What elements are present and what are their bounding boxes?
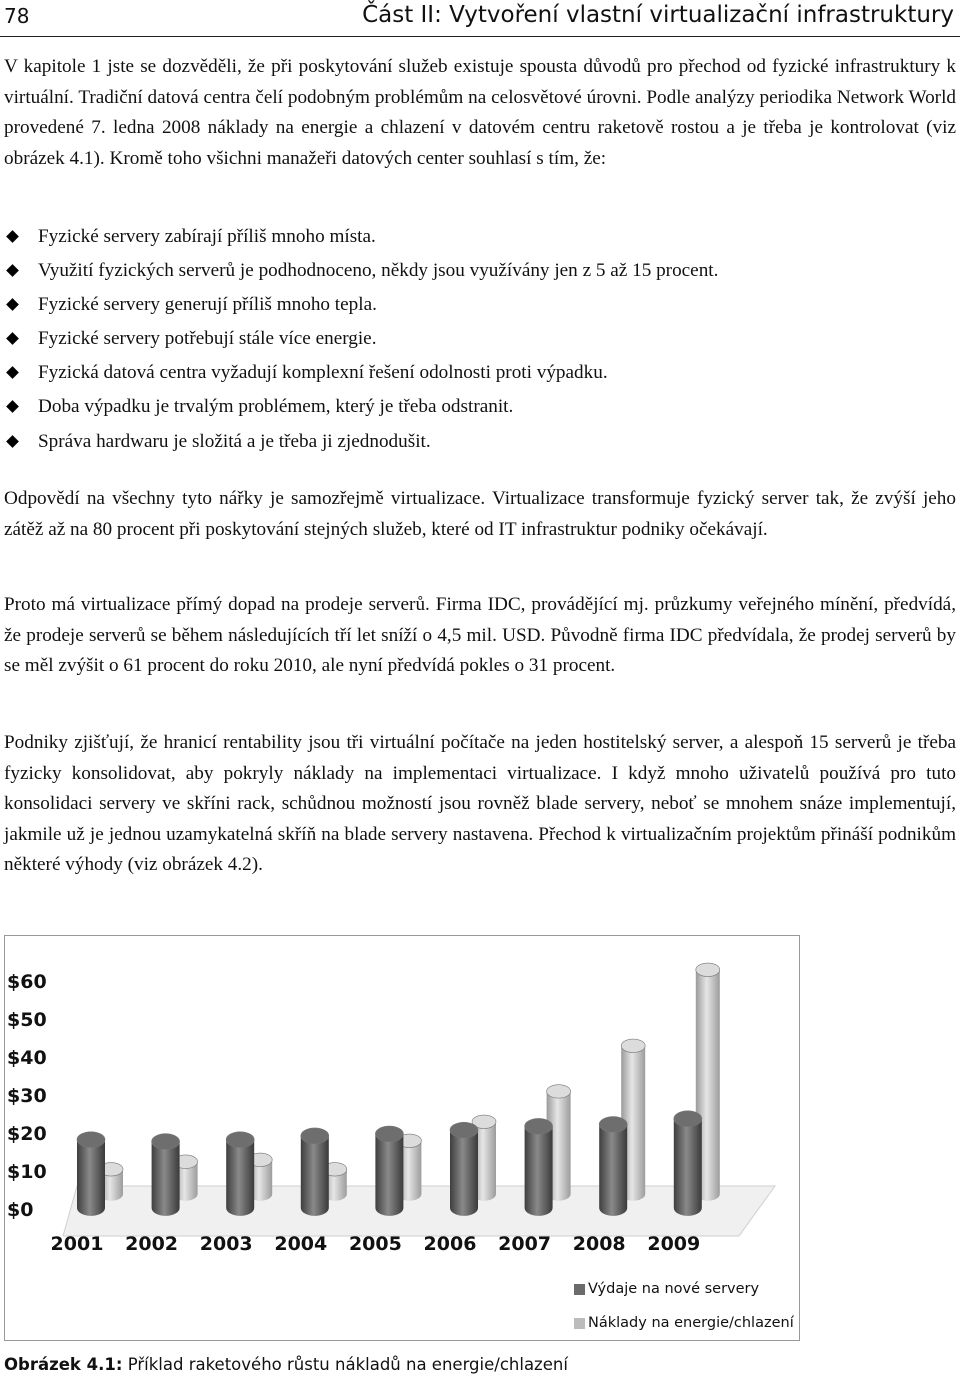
legend-swatch-dark — [574, 1284, 585, 1295]
page-header — [0, 0, 960, 37]
figure-caption — [4, 1355, 568, 1374]
bar-servers-2005 — [375, 1126, 403, 1216]
x-tick-label: 2001 — [50, 1233, 104, 1255]
list-item: Doba výpadku je trvalým problémem, který je třeba odstranit. — [4, 390, 956, 424]
part-title: Část II: Vytvoření vlastní virtualizační infrastruktury — [362, 2, 954, 28]
bar-servers-2006 — [450, 1122, 478, 1216]
page-number: 78 — [4, 4, 30, 28]
list-item: Správa hardwaru je složitá a je třeba ji zjednodušit. — [4, 425, 956, 459]
y-tick-label: $50 — [7, 1009, 47, 1031]
x-tick-label: 2004 — [274, 1233, 328, 1255]
list-item: Fyzická datová centra vyžadují komplexní řešení odolnosti proti výpadku. — [4, 356, 956, 390]
paragraph-virtualization: Odpovědí na všechny tyto nářky je samozřejmě virtualizace. Virtualizace transformuje fyzický server tak, že zvýší jeho zátěž až na 80 procent při poskytování stejných služeb, které od IT infrastruktur podniky očekávají. — [4, 488, 956, 540]
list-item: Využití fyzických serverů je podhodnoceno, někdy jsou využívány jen z 5 až 15 procent. — [4, 254, 956, 288]
bullet-list — [4, 220, 956, 459]
y-tick-label: $40 — [7, 1047, 47, 1069]
paragraph-consolidation: Podniky zjišťují, že hranicí rentability jsou tři virtuální počítače na jeden hostitelský server, a alespoň 15 serverů je třeba fyzicky konsolidovat, aby pokryly náklady na implementaci virtualizace. I když mnoho uživatelů používá pro tuto konsolidaci servery ve skříni rack, schůdnou možností jsou rovněž blade servery, neboť se mnohem snáze implementují, jakmile už je jednou uzamykatelná skříň na blade servery nastavena. Přechod k virtualizačním projektům přináší podnikům některé výhody (viz obrázek 4.2). — [4, 732, 956, 875]
bar-servers-2002 — [152, 1134, 180, 1216]
diamond-bullet-icon — [6, 401, 19, 414]
legend-swatch-light — [574, 1318, 585, 1329]
legend-item-energy: Náklady na energie/chlazení — [574, 1310, 794, 1344]
y-tick-label: $10 — [7, 1161, 47, 1183]
caption-text: Příklad raketového růstu nákladů na energie/chlazení — [122, 1355, 568, 1374]
y-tick-label: $30 — [7, 1085, 47, 1107]
bar-servers-2003 — [226, 1132, 254, 1216]
bar-servers-2008 — [599, 1117, 627, 1216]
bar-servers-2001 — [77, 1132, 105, 1216]
diamond-bullet-icon — [6, 264, 19, 277]
diamond-bullet-icon — [6, 367, 19, 380]
x-tick-label: 2002 — [125, 1233, 179, 1255]
diamond-bullet-icon — [6, 298, 19, 311]
diamond-bullet-icon — [6, 435, 19, 448]
y-tick-label: $0 — [7, 1199, 34, 1221]
x-tick-label: 2008 — [572, 1233, 626, 1255]
chart-legend — [574, 1276, 794, 1344]
bar-servers-2004 — [301, 1128, 329, 1216]
diamond-bullet-icon — [6, 230, 19, 243]
x-tick-label: 2006 — [423, 1233, 477, 1255]
x-tick-label: 2005 — [348, 1233, 402, 1255]
y-tick-label: $20 — [7, 1123, 47, 1145]
caption-label: Obrázek 4.1: — [4, 1355, 123, 1374]
list-item: Fyzické servery zabírají příliš mnoho místa. — [4, 220, 956, 254]
list-item: Fyzické servery potřebují stále více energie. — [4, 322, 956, 356]
bar-servers-2009 — [674, 1111, 702, 1216]
y-tick-label: $60 — [7, 971, 47, 993]
paragraph-intro: V kapitole 1 jste se dozvěděli, že při poskytování služeb existuje spousta důvodů pro přechod od fyzické infrastruktury k virtuální. Tradiční datová centra čelí podobným problémům na celosvětové úrovni. Podle analýzy periodika Network World provedené 7. ledna 2008 náklady na energie a chlazení v datovém centru raketově rostou a je třeba je kontrolovat (viz obrázek 4.1). Kromě toho všichni manažeři datových center souhlasí s tím, že: — [4, 56, 956, 169]
diamond-bullet-icon — [6, 332, 19, 345]
bar-servers-2007 — [525, 1118, 553, 1215]
paragraph-server-sales: Proto má virtualizace přímý dopad na prodeje serverů. Firma IDC, provádějící mj. průzkumy veřejného mínění, předvídá, že prodeje serverů se během následujících tří let sníží o 4,5 mil. USD. Původně firma IDC předvídala, že prodej serverů by se měl zvýšit o 61 procent do roku 2010, ale nyní předvídá pokles o 31 procent. — [4, 594, 956, 676]
x-tick-label: 2007 — [498, 1233, 552, 1255]
legend-item-servers: Výdaje na nové servery — [574, 1276, 794, 1310]
list-item: Fyzické servery generují příliš mnoho tepla. — [4, 288, 956, 322]
x-tick-label: 2009 — [647, 1233, 701, 1255]
x-tick-label: 2003 — [199, 1233, 253, 1255]
